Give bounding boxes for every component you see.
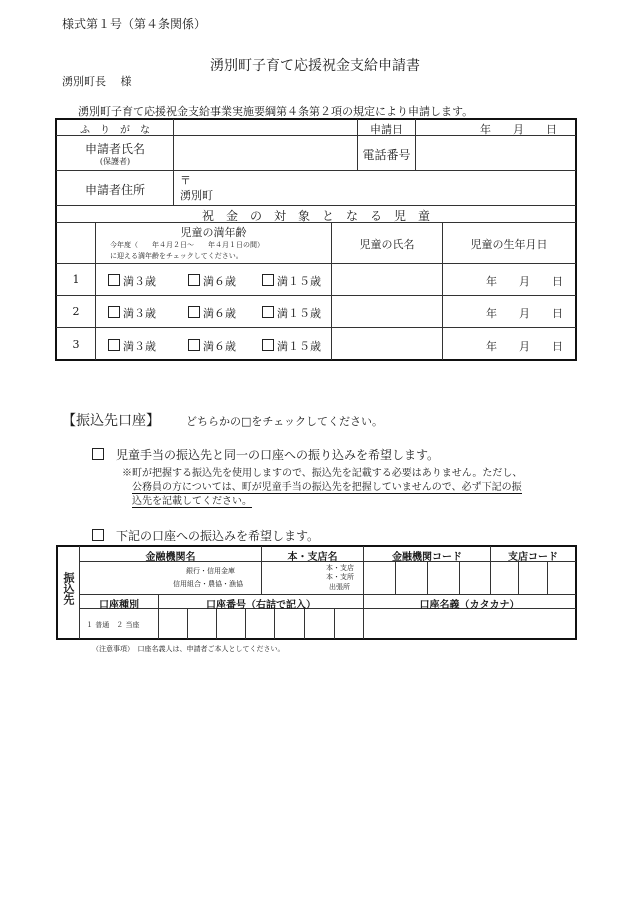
child-birth-header: 児童の生年月日: [470, 238, 548, 251]
bank-note: （注意事項） 口座名義人は、申請者ご本人としてください。: [92, 645, 285, 653]
age-option-3[interactable]: 満３歳: [108, 338, 156, 354]
date-label: 申請日: [370, 123, 403, 136]
option1-note-a: ※町が把握する振込先を使用しますので、振込先を記載する必要はありません。ただし、: [122, 468, 523, 479]
age-note-2: に迎える満年齢をチェックしてください。: [110, 252, 243, 260]
phone-field[interactable]: [416, 137, 574, 169]
age-note-1: 今年度（ 年４月２日〜 年４月１日の間）: [110, 241, 264, 249]
age-option-15[interactable]: 満１５歳: [262, 273, 321, 289]
checkbox-icon[interactable]: [188, 306, 200, 318]
branch-code-header: 支店コード: [508, 552, 558, 563]
address-value: 湧別町: [180, 189, 213, 202]
age-option-6[interactable]: 満６歳: [188, 273, 236, 289]
row-number: 1: [72, 273, 80, 286]
acct-name-header: 口座名義（カタカナ）: [419, 600, 520, 611]
transfer-heading-note: どちらかの□をチェックしてください。: [186, 415, 384, 428]
checkbox-icon[interactable]: [188, 274, 200, 286]
age-header: 児童の満年齢: [180, 226, 247, 239]
checkbox-icon[interactable]: [108, 306, 120, 318]
inst-name-header: 金融機関名: [145, 552, 196, 563]
option1-note-b: 公務員の方については、町が児童手当の振込先を把握していませんので、必ず下記の振: [132, 478, 522, 494]
row-number: 2: [72, 305, 80, 318]
checkbox-icon[interactable]: [262, 339, 274, 351]
checkbox-icon[interactable]: [262, 306, 274, 318]
birth-date: 年 月 日: [486, 340, 563, 353]
branch-type-2: 本・支所: [326, 573, 354, 581]
birth-date: 年 月 日: [486, 307, 563, 320]
checkbox-icon[interactable]: [92, 529, 104, 541]
form-number: 様式第１号（第４条関係）: [62, 17, 207, 31]
option1-note-c: 込先を記載してください。: [132, 492, 252, 508]
name-sublabel: (保護者): [99, 157, 131, 166]
age-option-6[interactable]: 満６歳: [188, 305, 236, 321]
checkbox-icon[interactable]: [262, 274, 274, 286]
inst-types-line1: 銀行・信用金庫: [186, 567, 235, 575]
transfer-option-other[interactable]: 下記の口座への振込みを希望します。: [92, 527, 319, 544]
checkbox-icon[interactable]: [92, 448, 104, 460]
acct-type-header: 口座種別: [99, 600, 139, 611]
age-option-15[interactable]: 満１５歳: [262, 305, 321, 321]
addressee: 湧別町長 様: [62, 75, 132, 88]
bank-side-label: 振込先: [62, 572, 75, 605]
intro-text: 湧別町子育て応援祝金支給事業実施要綱第４条第２項の規定により申請します。: [78, 105, 474, 118]
date-value: 年 月 日: [480, 123, 557, 136]
checkbox-icon[interactable]: [108, 274, 120, 286]
branch-type-3: 出張所: [329, 583, 350, 591]
checkbox-icon[interactable]: [188, 339, 200, 351]
branch-type-1: 本・支店: [326, 564, 354, 572]
children-section-title: 祝 金 の 対 象 と な る 児 童: [201, 209, 430, 223]
checkbox-icon[interactable]: [108, 339, 120, 351]
inst-code-header: 金融機関コード: [392, 552, 462, 563]
acct-number-header: 口座番号（右詰で記入）: [206, 600, 316, 611]
inst-types-line2: 信用組合・農協・漁協: [173, 580, 243, 588]
age-option-3[interactable]: 満３歳: [108, 273, 156, 289]
age-option-3[interactable]: 満３歳: [108, 305, 156, 321]
age-option-6[interactable]: 満６歳: [188, 338, 236, 354]
postal-mark: 〒: [180, 174, 191, 187]
transfer-heading: 【振込先口座】: [62, 413, 160, 429]
row-number: 3: [72, 338, 80, 351]
furigana-label: ふ り が な: [80, 125, 150, 136]
birth-date: 年 月 日: [486, 275, 563, 288]
applicant-name-field[interactable]: [174, 137, 356, 169]
form-title: 湧別町子育て応援祝金支給申請書: [210, 58, 420, 74]
child-name-header: 児童の氏名: [359, 238, 415, 251]
transfer-option-same[interactable]: 児童手当の振込先と同一の口座への振り込みを希望します。: [92, 446, 439, 463]
branch-name-header: 本・支店名: [287, 552, 338, 563]
phone-label: 電話番号: [362, 148, 411, 162]
acct-type-options: １ 普通 ２ 当座: [86, 621, 140, 629]
age-option-15[interactable]: 満１５歳: [262, 338, 321, 354]
address-label: 申請者住所: [84, 183, 145, 197]
name-label: 申請者氏名: [84, 142, 145, 156]
